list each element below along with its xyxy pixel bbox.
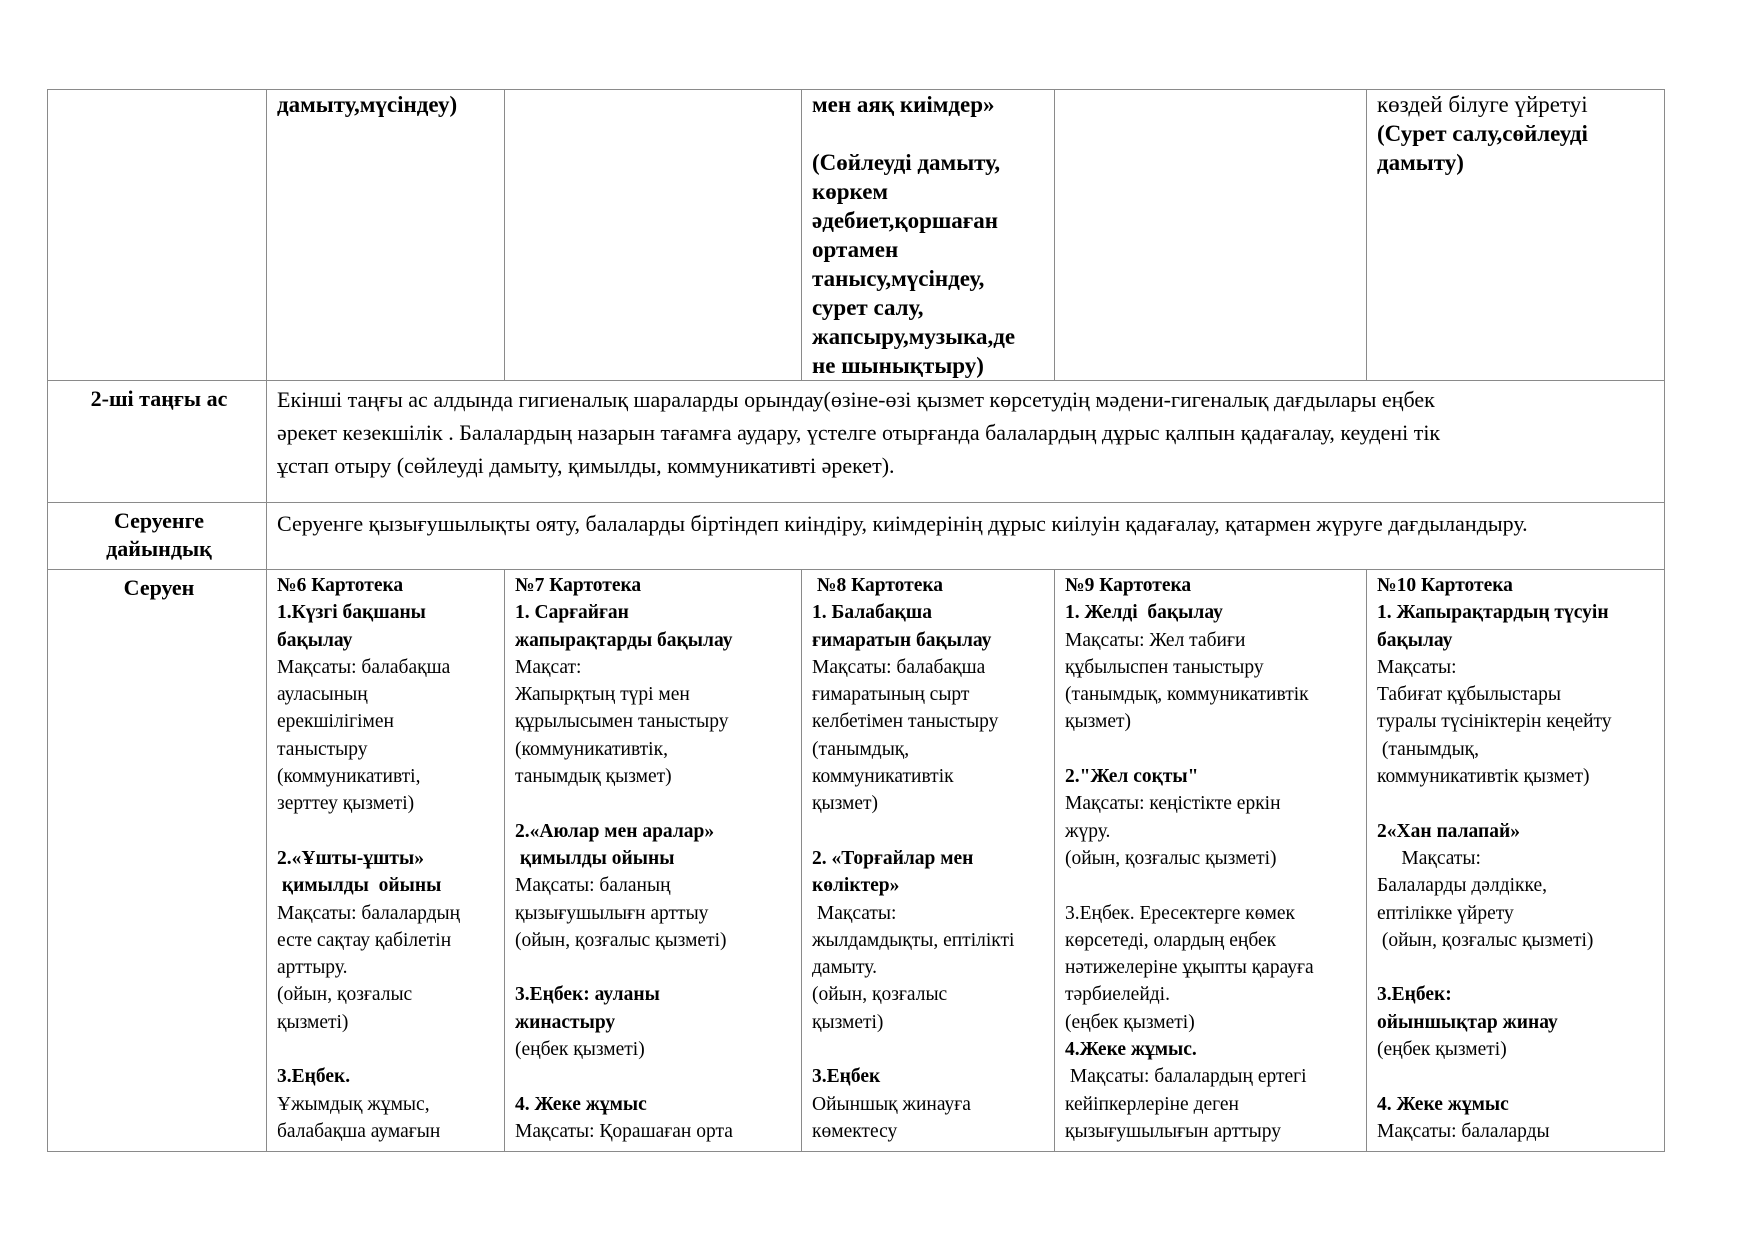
walk-card-line: Мақсаты: балалардың bbox=[277, 902, 461, 924]
walk-card-line: 4. Жеке жұмыс bbox=[515, 1093, 647, 1115]
walk-card-line: №7 Картотека bbox=[515, 575, 642, 596]
walk-card-line: қызметі) bbox=[812, 1011, 884, 1033]
walk-card-line: жапырақтарды бақылау bbox=[515, 629, 733, 651]
walk-card-line: Ойыншық жинауға bbox=[812, 1093, 971, 1115]
activity-cell-monday bbox=[267, 90, 505, 381]
walk-card-line: 2«Хан палапай» bbox=[1377, 820, 1521, 842]
walk-card-line bbox=[1065, 736, 1360, 763]
walk-card-line: Мақсаты: bbox=[812, 902, 897, 924]
walk-card-line bbox=[1065, 872, 1360, 899]
walk-card-line: (еңбек қызметі) bbox=[1377, 1039, 1507, 1061]
walk-card-line: (ойын, қозғалыс bbox=[812, 984, 948, 1006]
activity-line: жапсыру,музыка,де bbox=[812, 324, 1016, 349]
activity-line: не шынықтыру) bbox=[812, 353, 984, 378]
activity-cell-friday bbox=[1367, 90, 1665, 381]
walk-card-line: кейіпкерлеріне деген bbox=[1065, 1093, 1239, 1115]
walk-card-line: (коммуникативтік, bbox=[515, 738, 668, 760]
activity-line: көркем bbox=[812, 179, 889, 204]
walk-card-line: (танымдық, bbox=[812, 738, 910, 760]
walk-card-line: 3.Еңбек. bbox=[277, 1066, 351, 1088]
walk-card-line bbox=[277, 1036, 498, 1063]
table-row-activities-continued bbox=[48, 90, 1665, 381]
walk-card-line: көмектесу bbox=[812, 1120, 898, 1142]
walk-card-line: танымдық қызмет) bbox=[515, 766, 672, 788]
row-label-second-breakfast: 2-ші таңғы ас bbox=[48, 381, 267, 503]
walk-card-line: қызметі) bbox=[277, 1011, 349, 1033]
activity-cell-thursday bbox=[1055, 90, 1367, 381]
activity-line: дамыту) bbox=[1377, 150, 1464, 175]
walk-card-line: арттыру. bbox=[277, 957, 348, 979]
text-line: Екінші таңғы ас алдында гигиеналық шараларды орындау(өзіне-өзі қызмет көрсетудің мәдени-гигеналық дағдылары еңбек bbox=[277, 387, 1435, 412]
walk-card-line: таныстыру bbox=[277, 738, 368, 760]
activity-line: әдебиет,қоршаған bbox=[812, 208, 998, 233]
walk-card-line: ойыншықтар жинау bbox=[1377, 1011, 1558, 1033]
walk-card-line: қызмет) bbox=[1065, 711, 1132, 733]
walk-card-line: Жапырқтың түрі мен bbox=[515, 684, 690, 706]
walk-card-line: тәрбиелейді. bbox=[1065, 984, 1170, 1006]
activity-line: танысу,мүсіндеу, bbox=[812, 266, 985, 291]
walk-card-line: (коммуникативті, bbox=[277, 766, 421, 788]
table-row-second-breakfast bbox=[48, 381, 1665, 503]
walk-card-line: 3.Еңбек: bbox=[1377, 984, 1452, 1006]
walk-card-line: нәтижелеріне ұқыпты қарауға bbox=[1065, 957, 1314, 979]
row-label-empty bbox=[48, 90, 267, 381]
walk-card-line: Мақсаты: bbox=[1377, 656, 1457, 678]
walk-card-line: Мақсаты: балабақша bbox=[812, 656, 986, 678]
label-line: дайындық bbox=[106, 536, 212, 561]
walk-card-line: 3.Еңбек: ауланы bbox=[515, 984, 660, 1006]
walk-card-line: 2.«Ұшты-ұшты» bbox=[277, 847, 424, 869]
walk-card-line: Мақсат: bbox=[515, 656, 582, 678]
row-label-walk: Серуен bbox=[48, 570, 267, 1152]
walk-card-line: жинастыру bbox=[515, 1011, 616, 1033]
walk-card-line bbox=[1377, 790, 1658, 817]
walk-card-line: (еңбек қызметі) bbox=[1065, 1011, 1195, 1033]
activity-cell-wednesday bbox=[802, 90, 1055, 381]
table-row-walk bbox=[48, 570, 1665, 1152]
walk-card-line: құрылысымен таныстыру bbox=[515, 711, 729, 733]
walk-card-line: дамыту. bbox=[812, 957, 877, 979]
walk-card-line: 1. Балабақша bbox=[812, 602, 932, 624]
walk-card-line: жүру. bbox=[1065, 820, 1111, 842]
walk-card-line: коммуникативтік bbox=[812, 766, 954, 788]
walk-card-line bbox=[1377, 1063, 1658, 1090]
walk-card-line: 2.«Аюлар мен аралар» bbox=[515, 820, 715, 842]
walk-card-line: 3.Еңбек. Ересектерге көмек bbox=[1065, 902, 1295, 924]
walk-card-line: қимылды ойыны bbox=[515, 847, 675, 869]
activity-line: сурет салу, bbox=[812, 295, 924, 320]
walk-card-line: қызығушылығн арттыу bbox=[515, 902, 709, 924]
walk-card-line: қызығушылығын арттыру bbox=[1065, 1120, 1282, 1142]
walk-card-line bbox=[515, 954, 795, 981]
walk-card-line: (еңбек қызметі) bbox=[515, 1039, 645, 1061]
walk-card-line: Мақсаты: кеңістікте еркін bbox=[1065, 793, 1281, 815]
activity-line: көздей білуге үйретуі bbox=[1377, 92, 1588, 117]
walk-card-line: ерекшілігімен bbox=[277, 711, 394, 733]
walk-card-line: көрсетеді, олардың еңбек bbox=[1065, 929, 1277, 951]
walk-card-line bbox=[812, 1036, 1048, 1063]
walk-card-line bbox=[515, 1063, 795, 1090]
walk-card-line bbox=[1377, 954, 1658, 981]
walk-card-line: 1. Жапырақтардың түсуін bbox=[1377, 602, 1609, 624]
walk-card-line: балабақша аумағын bbox=[277, 1120, 441, 1142]
walk-card-line: қызмет) bbox=[812, 793, 879, 815]
walk-card-line: 2. «Торғайлар мен bbox=[812, 847, 974, 869]
walk-card-line: (ойын, қозғалыс қызметі) bbox=[515, 929, 727, 951]
walk-card-line: бақылау bbox=[1377, 629, 1453, 651]
walk-card-line: ауласының bbox=[277, 684, 368, 706]
walk-card-line: 1. Желді бақылау bbox=[1065, 602, 1223, 624]
walk-card-line: Мақсаты: Жел табиғи bbox=[1065, 629, 1246, 651]
activity-cell-tuesday bbox=[505, 90, 802, 381]
row-label-walk-preparation bbox=[48, 503, 267, 570]
text-line: ұстап отыру (сөйлеуді дамыту, қимылды, коммуникативті әрекет). bbox=[277, 453, 895, 478]
walk-card-line: (ойын, қозғалыс bbox=[277, 984, 413, 1006]
walk-card-line: көліктер» bbox=[812, 875, 900, 897]
activity-line: (Сөйлеуді дамыту, bbox=[812, 150, 1001, 175]
walk-card-10 bbox=[1367, 570, 1665, 1152]
walk-card-line: құбылыспен таныстыру bbox=[1065, 656, 1264, 678]
label-line: Серуенге bbox=[113, 508, 205, 533]
walk-card-9 bbox=[1055, 570, 1367, 1152]
walk-card-line: №10 Картотека bbox=[1377, 575, 1513, 596]
walk-card-line: Ұжымдық жұмыс, bbox=[277, 1093, 430, 1115]
walk-card-line: Мақсаты: баланың bbox=[515, 875, 671, 897]
walk-card-line: зерттеу қызметі) bbox=[277, 793, 415, 815]
activity-line bbox=[812, 119, 1048, 148]
walk-card-line: Балаларды дәлдікке, bbox=[1377, 875, 1547, 897]
walk-card-line: Мақсаты: bbox=[1377, 847, 1481, 869]
walk-card-line: 1.Күзгі бақшаны bbox=[277, 602, 426, 624]
walk-card-line: 4. Жеке жұмыс bbox=[1377, 1093, 1509, 1115]
activity-line: дамыту,мүсіндеу) bbox=[277, 92, 458, 117]
walk-card-line bbox=[812, 818, 1048, 845]
walk-card-line: Мақсаты: Қорашаған орта bbox=[515, 1120, 733, 1142]
walk-card-8 bbox=[802, 570, 1055, 1152]
walk-card-line: 1. Сарғайған bbox=[515, 602, 629, 624]
walk-card-line bbox=[277, 818, 498, 845]
walk-card-line: ғимаратының сырт bbox=[812, 684, 970, 706]
activity-line: мен аяқ киімдер» bbox=[812, 92, 995, 117]
walk-card-line: (танымдық, bbox=[1377, 738, 1480, 760]
table-row-walk-preparation bbox=[48, 503, 1665, 570]
walk-card-line: (ойын, қозғалыс қызметі) bbox=[1065, 847, 1277, 869]
walk-card-line: есте сақтау қабілетін bbox=[277, 929, 452, 951]
walk-card-line: коммуникативтік қызмет) bbox=[1377, 766, 1590, 788]
walk-card-line bbox=[515, 790, 795, 817]
walk-card-line: (ойын, қозғалыс қызметі) bbox=[1377, 929, 1594, 951]
walk-card-line: Табиғат құбылыстары bbox=[1377, 684, 1561, 706]
walk-card-line: Мақсаты: балабақша bbox=[277, 656, 451, 678]
walk-card-line: Мақсаты: балаларды bbox=[1377, 1120, 1550, 1142]
walk-preparation-text: Серуенге қызығушылықты ояту, балаларды біртіндеп киіндіру, киімдерінің дұрыс киілуін қадағалау, қатармен жүруге дағдыландыру. bbox=[267, 503, 1665, 570]
walk-card-line: №9 Картотека bbox=[1065, 575, 1192, 596]
walk-card-7 bbox=[505, 570, 802, 1152]
walk-card-line: 3.Еңбек bbox=[812, 1066, 881, 1088]
walk-card-line: жылдамдықты, ептілікті bbox=[812, 929, 1015, 951]
walk-card-line: ғимаратын бақылау bbox=[812, 629, 992, 651]
walk-card-line: (танымдық, коммуникативтік bbox=[1065, 684, 1309, 706]
walk-card-line: 4.Жеке жұмыс. bbox=[1065, 1039, 1197, 1061]
walk-card-line: №8 Картотека bbox=[812, 575, 944, 596]
daily-plan-table bbox=[47, 89, 1665, 1152]
walk-card-line: қимылды ойыны bbox=[277, 875, 442, 897]
walk-card-6 bbox=[267, 570, 505, 1152]
walk-card-line: №6 Картотека bbox=[277, 575, 404, 596]
walk-card-line: бақылау bbox=[277, 629, 353, 651]
walk-card-line: келбетімен таныстыру bbox=[812, 711, 999, 733]
walk-card-line: ептілікке үйрету bbox=[1377, 902, 1514, 924]
activity-line: ортамен bbox=[812, 237, 899, 262]
walk-card-line: Мақсаты: балалардың ертегі bbox=[1065, 1066, 1307, 1088]
activity-line: (Сурет салу,сөйлеуді bbox=[1377, 121, 1588, 146]
text-line: әрекет кезекшілік . Балалардың назарын тағамға аудару, үстелге отырғанда балалардың дұрыс қалпын қадағалау, кеудені тік bbox=[277, 420, 1441, 445]
walk-card-line: туралы түсініктерін кеңейту bbox=[1377, 711, 1612, 733]
second-breakfast-text bbox=[267, 381, 1665, 503]
walk-card-line: 2."Жел соқты" bbox=[1065, 766, 1199, 788]
